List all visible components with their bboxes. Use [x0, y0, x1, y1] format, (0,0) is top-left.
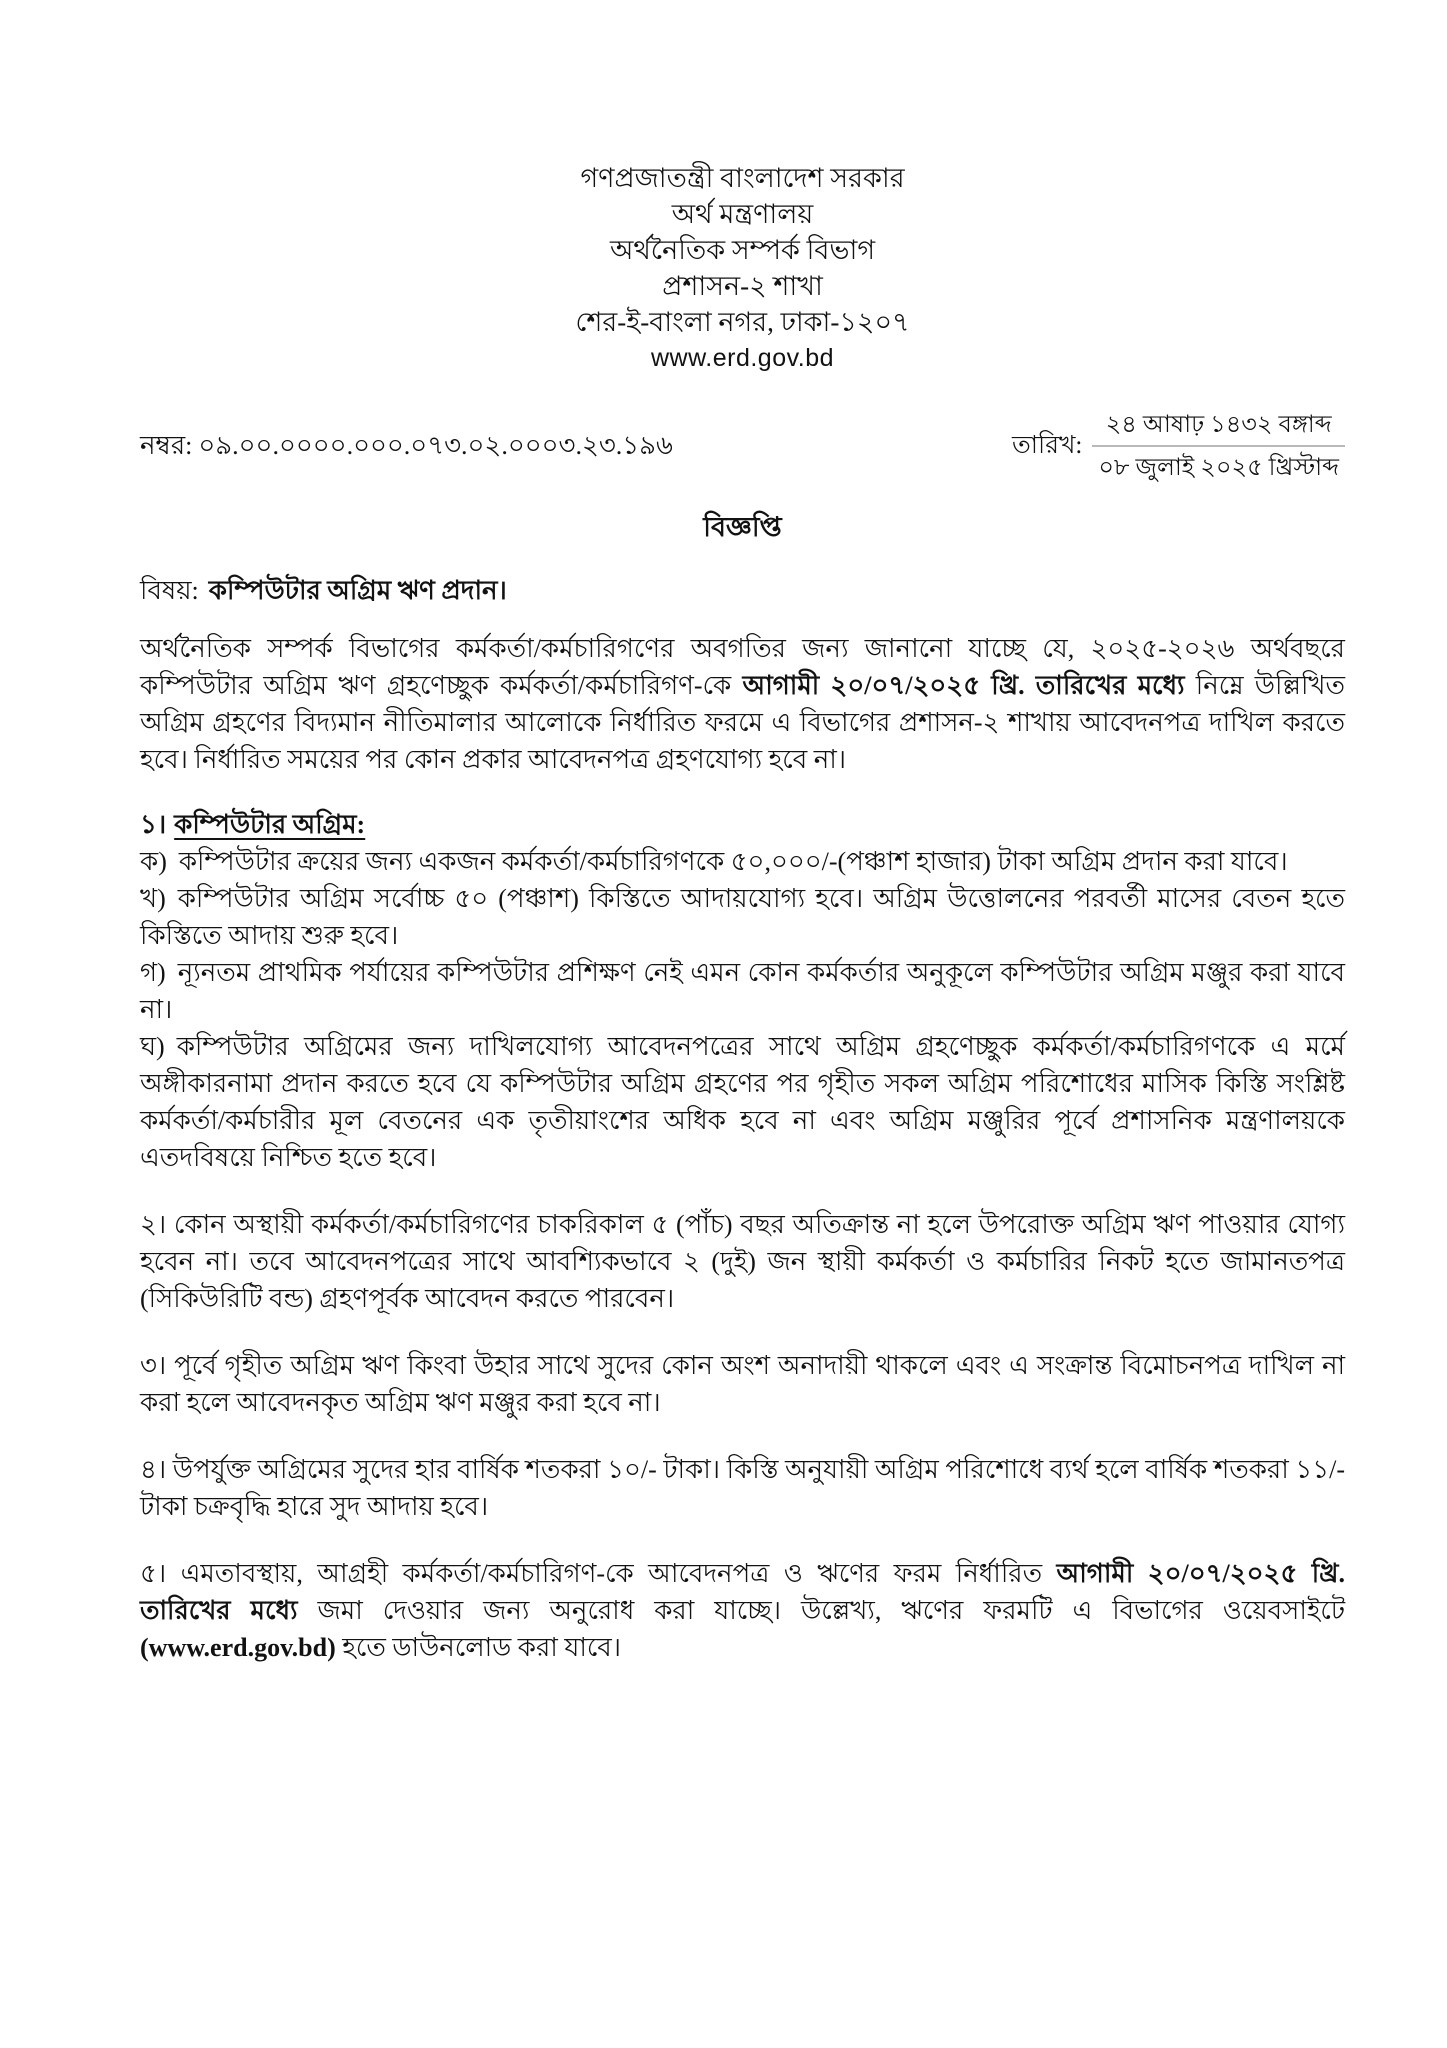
intro-text-2: নিম্নে উল্লিখিত অগ্রিম গ্রহণের বিদ্যমান নীতিমালার আলোকে নির্ধারিত ফরমে এ বিভাগের প্রশাসন-২ শাখায় আবেদনপত্র দাখিল করতে হবে। নির্ধারিত সময়ের পর কোন প্রকার আবেদনপত্র গ্রহণযোগ্য হবে না। — [140, 671, 1345, 774]
intro-deadline-bold: আগামী ২০/০৭/২০২৫ খ্রি. তারিখের মধ্যে — [742, 671, 1185, 700]
address-line: শের-ই-বাংলা নগর, ঢাকা-১২০৭ — [575, 307, 910, 337]
intro-paragraph — [140, 630, 1345, 778]
clause-5-paragraph — [140, 1555, 1345, 1666]
item-kha-label: খ) — [140, 884, 166, 913]
item-gha-label: ঘ) — [140, 1032, 165, 1061]
advance-item-ga — [140, 954, 1345, 1028]
clause-5-text-1: ৫। এমতাবস্থায়, আগ্রহী কর্মকর্তা/কর্মচারিগণ-কে আবেদনপত্র ও ঋণের ফরম নির্ধারিত — [140, 1559, 1057, 1588]
ministry-name: অর্থ মন্ত্রণালয় — [671, 199, 814, 229]
subject-label: বিষয়: — [140, 576, 199, 605]
item-gha-text: কম্পিউটার অগ্রিমের জন্য দাখিলযোগ্য আবেদনপত্রের সাথে অগ্রিম গ্রহণেচ্ছুক কর্মকর্তা/কর্মচারিগণকে এ মর্মে অঙ্গীকারনামা প্রদান করতে হবে যে কম্পিউটার অগ্রিম গ্রহণের পর গৃহীত সকল অগ্রিম পরিশোধের মাসিক কিস্তি সংশ্লিষ্ট কর্মকর্তা/কর্মচারীর মূল বেতনের এক তৃতীয়াংশের অধিক হবে না এবং অগ্রিম মঞ্জুরির পূর্বে প্রশাসনিক মন্ত্রণালয়কে এতদবিষয়ে নিশ্চিত হতে হবে। — [140, 1032, 1345, 1172]
advance-item-ka — [140, 843, 1345, 880]
reference-row — [140, 410, 1345, 483]
date-gregorian: ০৮ জুলাই ২০২৫ খ্রিস্টাব্দ — [1098, 455, 1339, 481]
subject-text: কম্পিউটার অগ্রিম ঋণ প্রদান। — [208, 576, 507, 605]
date-stack — [1092, 410, 1345, 483]
subject-line — [140, 570, 1345, 614]
clause-2-paragraph: ২। কোন অস্থায়ী কর্মকর্তা/কর্মচারিগণের চাকরিকাল ৫ (পাঁচ) বছর অতিক্রান্ত না হলে উপরোক্ত অগ্রিম ঋণ পাওয়ার যোগ্য হবেন না। তবে আবেদনপত্রের সাথে আবশ্যিকভাবে ২ (দুই) জন স্থায়ী কর্মকর্তা ও কর্মচারির নিকট হতে জামানতপত্র (সিকিউরিটি বন্ড) গ্রহণপূর্বক আবেদন করতে পারবেন। — [140, 1210, 1345, 1313]
memo-number-value: ০৯.০০.০০০০.০০০.০৭৩.০২.০০০৩.২৩.১৯৬ — [198, 430, 673, 460]
clause-5-text-3: হতে ডাউনলোড করা যাবে। — [335, 1633, 622, 1662]
clause-5-url-bold: (www.erd.gov.bd) — [140, 1633, 336, 1662]
website-url: www.erd.gov.bd — [650, 344, 834, 372]
date-label: তারিখ: — [1012, 432, 1083, 459]
section-1-number: ১। — [140, 810, 167, 839]
government-name: গণপ্রজাতন্ত্রী বাংলাদেশ সরকার — [580, 163, 905, 193]
advance-item-kha — [140, 880, 1345, 954]
advance-item-gha — [140, 1028, 1345, 1176]
clause-3-paragraph: ৩। পূর্বে গৃহীত অগ্রিম ঋণ কিংবা উহার সাথে সুদের কোন অংশ অনাদায়ী থাকলে এবং এ সংক্রান্ত বিমোচনপত্র দাখিল না করা হলে আবেদনকৃত অগ্রিম ঋণ মঞ্জুর করা হবে না। — [140, 1351, 1345, 1417]
item-ka-label: ক) — [140, 847, 167, 876]
item-ga-text: ন্যূনতম প্রাথমিক পর্যায়ের কম্পিউটার প্রশিক্ষণ নেই এমন কোন কর্মকর্তার অনুকূলে কম্পিউটার অগ্রিম মঞ্জুর করা যাবে না। — [140, 958, 1345, 1024]
clause-5-deadline-bold: আগামী ২০/০৭/২০২৫ খ্রি. তারিখের মধ্যে — [140, 1559, 1345, 1625]
date-bangla: ২৪ আষাঢ় ১৪৩২ বঙ্গাব্দ — [1092, 410, 1345, 447]
item-ga-label: গ) — [140, 958, 166, 987]
letterhead — [140, 160, 1345, 376]
section-computer-advance — [140, 806, 1345, 1176]
item-kha-text: কম্পিউটার অগ্রিম সর্বোচ্চ ৫০ (পঞ্চাশ) কিস্তিতে আদায়যোগ্য হবে। অগ্রিম উত্তোলনের পরবর্তী মাসের বেতন হতে কিস্তিতে আদায় শুরু হবে। — [140, 884, 1345, 950]
branch-name: প্রশাসন-২ শাখা — [662, 271, 823, 301]
date-block — [1012, 410, 1345, 483]
memo-number-label: নম্বর: — [140, 430, 193, 460]
section-1-heading — [140, 806, 1345, 843]
clause-4-paragraph: ৪। উপর্যুক্ত অগ্রিমের সুদের হার বার্ষিক শতকরা ১০/- টাকা। কিস্তি অনুযায়ী অগ্রিম পরিশোধে ব্যর্থ হলে বার্ষিক শতকরা ১১/- টাকা চক্রবৃদ্ধি হারে সুদ আদায় হবে। — [140, 1455, 1345, 1521]
division-name: অর্থনৈতিক সম্পর্ক বিভাগ — [609, 235, 876, 265]
notice-title: বিজ্ঞপ্তি — [703, 512, 782, 542]
item-ka-text: কম্পিউটার ক্রয়ের জন্য একজন কর্মকর্তা/কর্মচারিগণকে ৫০,০০০/-(পঞ্চাশ হাজার) টাকা অগ্রিম প্রদান করা যাবে। — [178, 847, 1288, 876]
intro-text-1: অর্থনৈতিক সম্পর্ক বিভাগের কর্মকর্তা/কর্মচারিগণের অবগতির জন্য জানানো যাচ্ছে যে, ২০২৫-২০২৬ অর্থবছরে কম্পিউটার অগ্রিম ঋণ গ্রহণেচ্ছুক কর্মকর্তা/কর্মচারিগণ-কে — [140, 634, 1345, 700]
clause-5-text-2: জমা দেওয়ার জন্য অনুরোধ করা যাচ্ছে। উল্লেখ্য, ঋণের ফরমটি এ বিভাগের ওয়েবসাইটে — [297, 1596, 1346, 1625]
memo-number — [140, 425, 673, 469]
section-1-title: কম্পিউটার অগ্রিম: — [174, 810, 366, 839]
